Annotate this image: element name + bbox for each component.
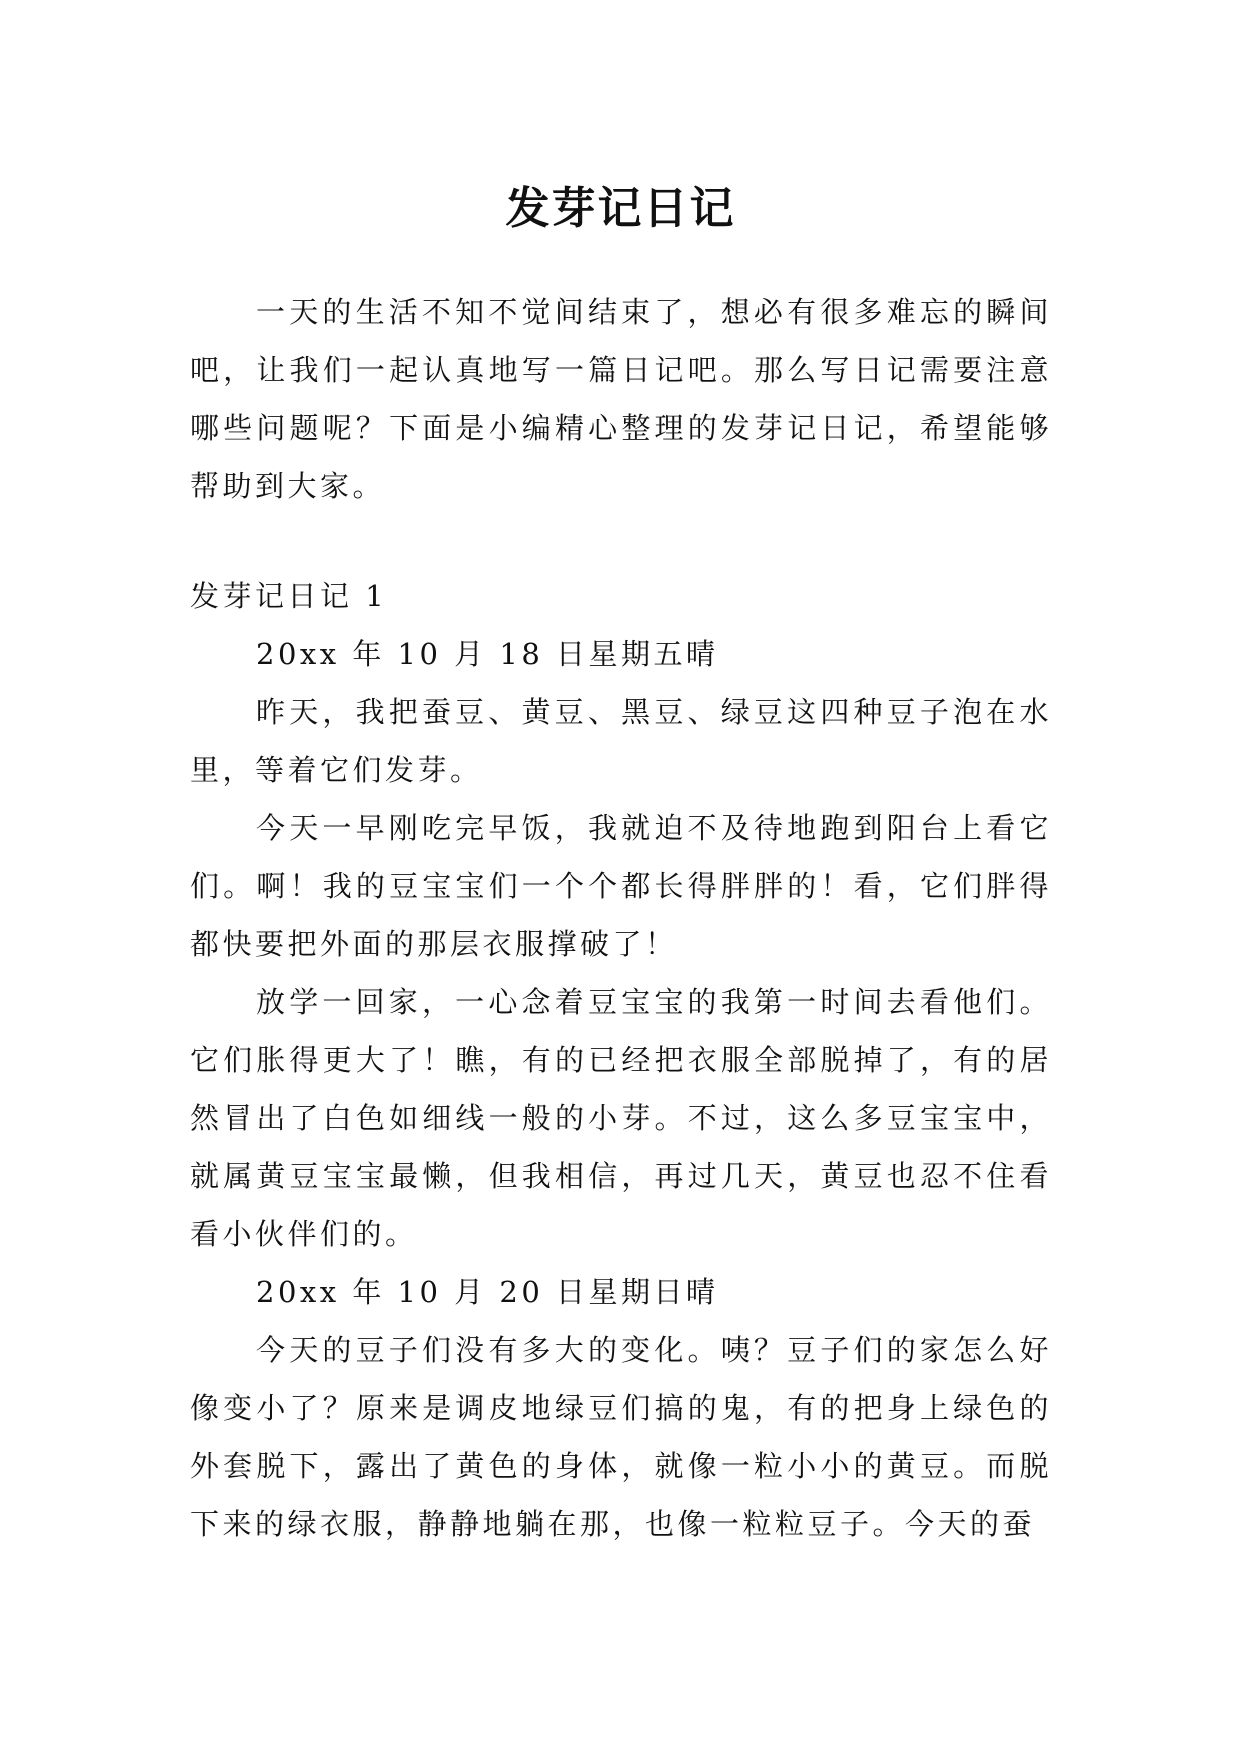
document-body [190,283,1052,1553]
entry-paragraph: 今天的豆子们没有多大的变化。咦？豆子们的家怎么好像变小了？原来是调皮地绿豆们搞的鬼，有的把身上绿色的外套脱下，露出了黄色的身体，就像一粒小小的黄豆。而脱下来的绿衣服，静静地躺在那，也像一粒粒豆子。今天的蚕 [190,1333,1052,1541]
intro-paragraph: 一天的生活不知不觉间结束了，想必有很多难忘的瞬间吧，让我们一起认真地写一篇日记吧。那么写日记需要注意哪些问题呢？下面是小编精心整理的发芽记日记，希望能够帮助到大家。 [190,295,1052,503]
entry-date: 20xx 年 10 月 20 日星期日晴 [256,1275,719,1309]
entry-paragraph: 昨天，我把蚕豆、黄豆、黑豆、绿豆这四种豆子泡在水里，等着它们发芽。 [190,695,1052,787]
entry-paragraph: 今天一早刚吃完早饭，我就迫不及待地跑到阳台上看它们。啊！我的豆宝宝们一个个都长得胖胖的！看，它们胖得都快要把外面的那层衣服撑破了！ [190,811,1052,961]
page-title: 发芽记日记 [505,183,736,235]
section-spacer [190,515,1052,567]
entry-date: 20xx 年 10 月 18 日星期五晴 [256,637,719,671]
section-heading: 发芽记日记 1 [190,579,388,613]
entry-paragraph: 放学一回家，一心念着豆宝宝的我第一时间去看他们。它们胀得更大了！瞧，有的已经把衣服全部脱掉了，有的居然冒出了白色如细线一般的小芽。不过，这么多豆宝宝中，就属黄豆宝宝最懒，但我相信，再过几天，黄豆也忍不住看看小伙伴们的。 [190,985,1052,1251]
